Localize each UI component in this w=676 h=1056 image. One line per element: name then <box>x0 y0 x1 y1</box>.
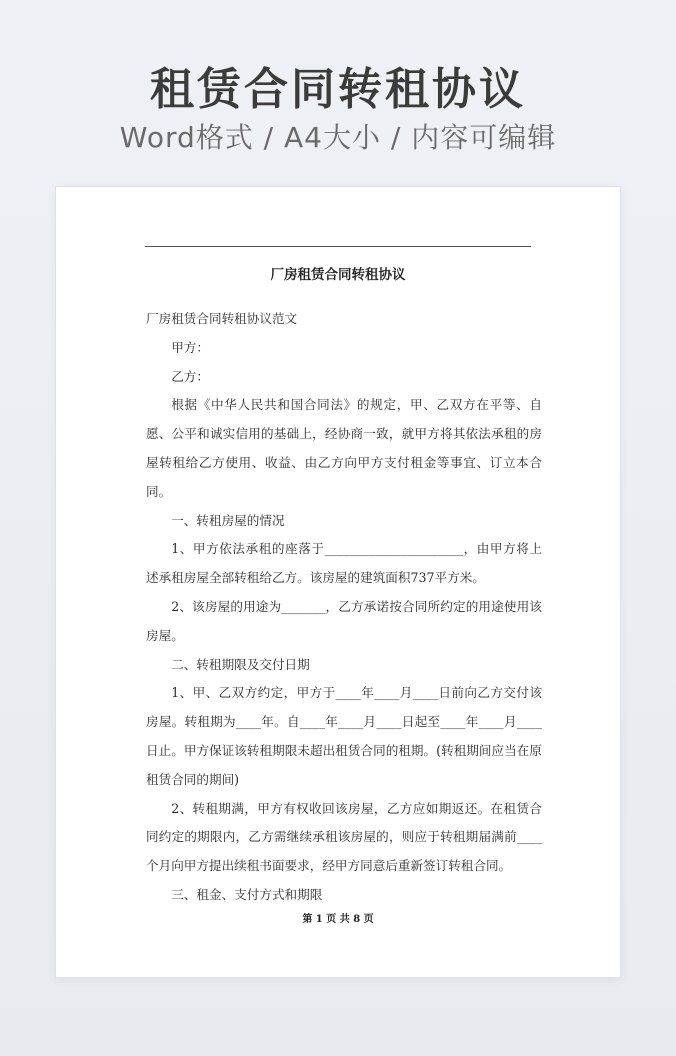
clause-paragraph: 1、甲、乙双方约定，甲方于____年____月____日前向乙方交付该房屋。转租期为____年。自____年____月____日起至____年____月____日止。甲方保证该转租期限未超出租赁合同的租期。(转租期间应当在原租赁合同的期间) <box>146 685 542 787</box>
section-heading: 二、转租期限及交付日期 <box>171 656 310 672</box>
clause-paragraph: 2、该房屋的用途为_______，乙方承诺按合同所约定的用途使用该房屋。 <box>146 598 542 643</box>
preamble-paragraph: 根据《中华人民共和国合同法》的规定，甲、乙双方在平等、自愿、公平和诚实信用的基础上，经协商一致，就甲方将其依法承租的房屋转租给乙方使用、收益、由乙方向甲方支付租金等事宜、订立本合同。 <box>146 397 542 499</box>
party-a-line: 甲方： <box>171 339 209 355</box>
document-heading-line: 厂房租赁合同转租协议范文 <box>146 311 298 326</box>
page-number-footer: 第 1 页 共 8 页 <box>302 914 374 925</box>
section-heading: 三、租金、支付方式和期限 <box>171 886 323 902</box>
document-title: 厂房租赁合同转租协议 <box>270 267 406 283</box>
page-header-rule <box>145 246 531 247</box>
section-heading: 一、转租房屋的情况 <box>171 512 285 528</box>
main-title: 租赁合同转租协议 <box>150 64 526 115</box>
party-b-line: 乙方： <box>171 368 209 384</box>
format-subtitle: Word格式 / A4大小 / 内容可编辑 <box>119 121 557 154</box>
document-page <box>56 187 620 977</box>
document-body <box>146 305 542 910</box>
header-banner <box>0 0 676 180</box>
clause-paragraph: 2、转租期满，甲方有权收回该房屋，乙方应如期返还。在租赁合同约定的期限内，乙方需继续承租该房屋的，则应于转租期届满前____个月向甲方提出续租书面要求，经甲方同意后重新签订转租合同。 <box>146 800 542 874</box>
clause-paragraph: 1、甲方依法承租的座落于______________________，由甲方将上述承租房屋全部转租给乙方。该房屋的建筑面积737平方米。 <box>146 541 542 586</box>
